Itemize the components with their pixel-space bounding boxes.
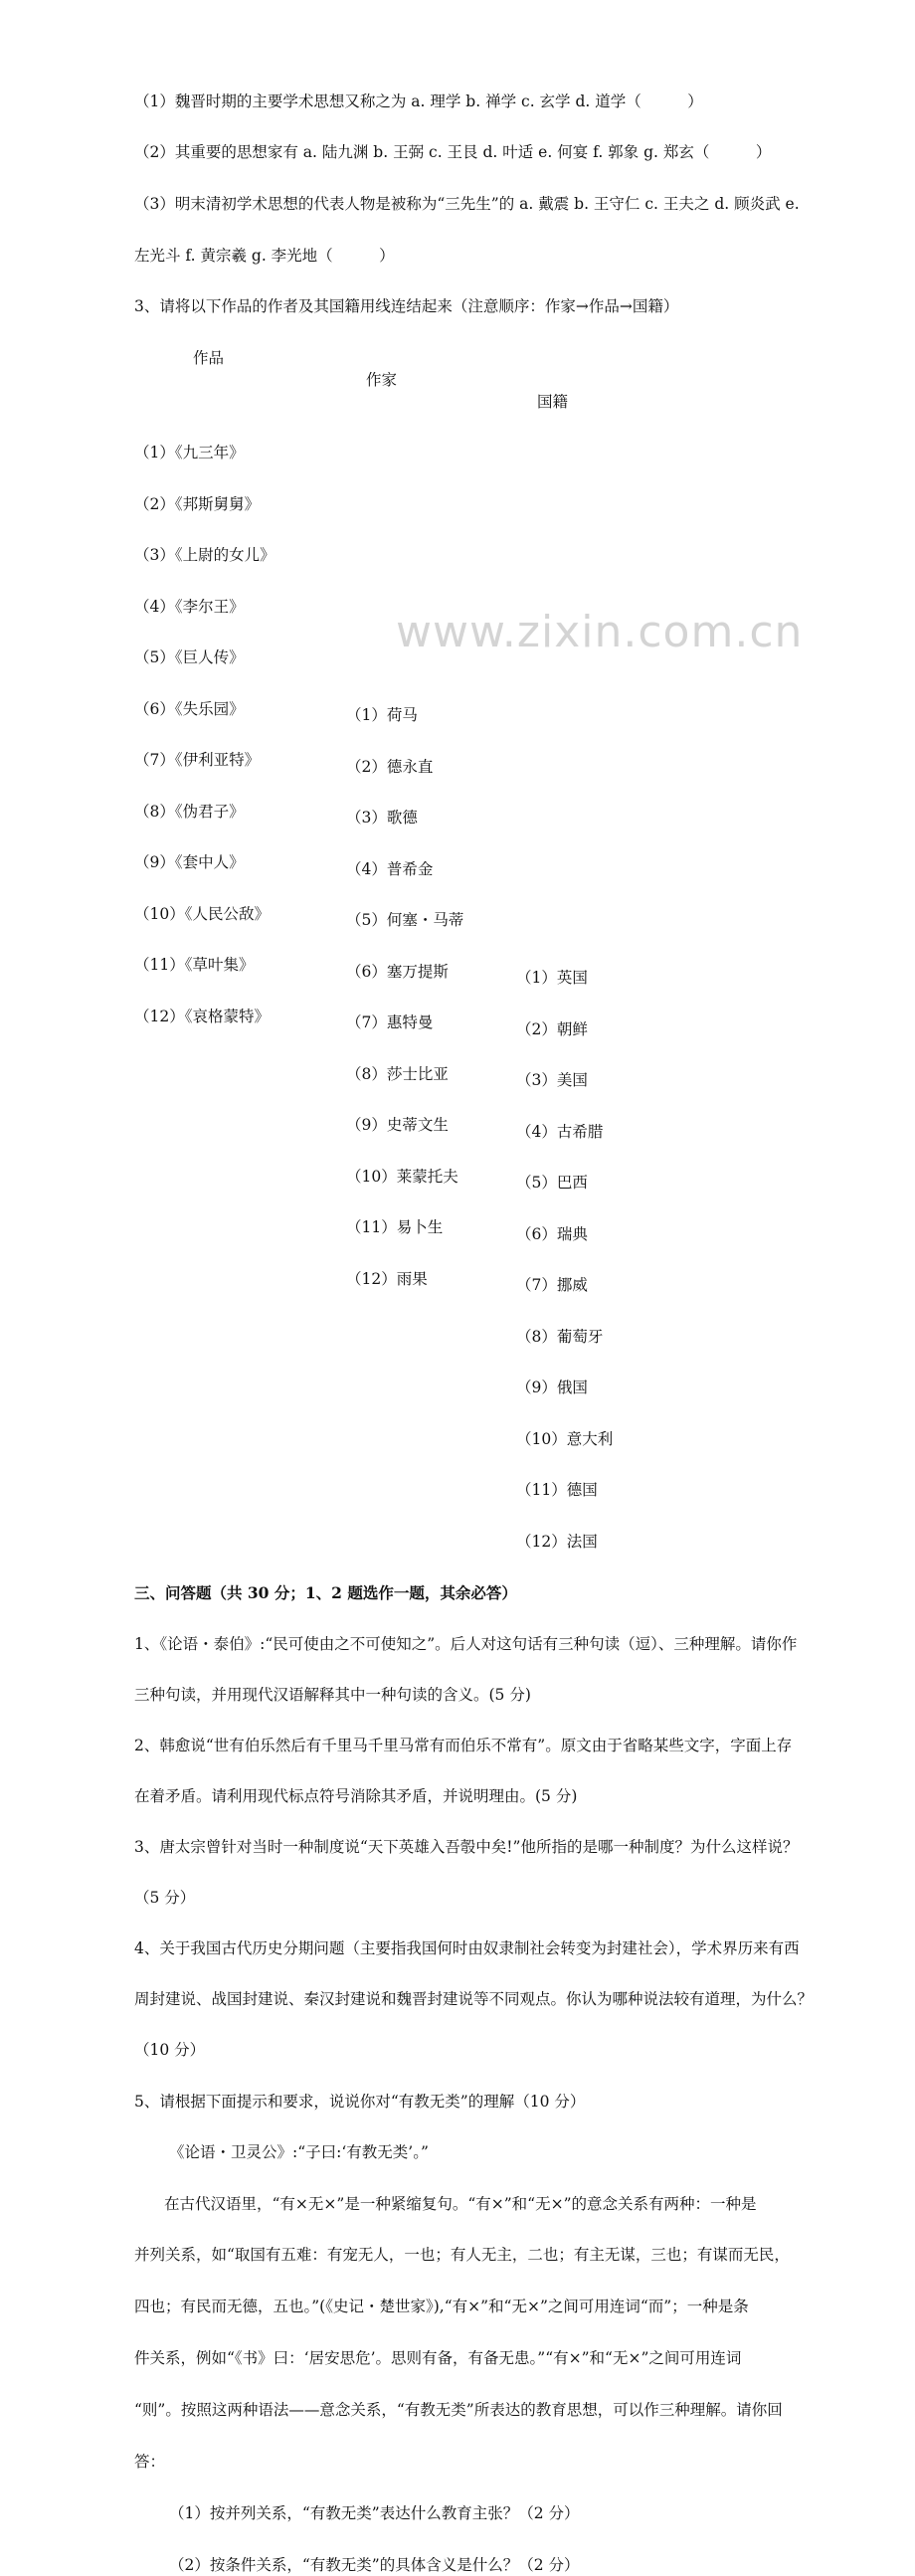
q2-line-1: 2、韩愈说“世有伯乐然后有千里马千里马常有而伯乐不常有”。原文由于省略某些文字，字面上存 bbox=[134, 1737, 793, 1754]
q5-para-5: “则”。按照这两种语法——意念关系，“有教无类”所表达的教育思想，可以作三种理解。请你回 bbox=[134, 2401, 783, 2419]
work-item: （11）《草叶集》 bbox=[134, 956, 255, 974]
work-item: （8）《伪君子》 bbox=[134, 803, 245, 821]
country-item: （10）意大利 bbox=[516, 1430, 614, 1448]
watermark: www.zixin.com.cn bbox=[396, 607, 804, 657]
country-item: （1）英国 bbox=[516, 969, 588, 987]
authors-header: 作家 bbox=[366, 371, 398, 389]
work-item: （10）《人民公敌》 bbox=[134, 905, 270, 923]
author-item: （5）何塞・马蒂 bbox=[346, 911, 464, 929]
work-item: （9）《套中人》 bbox=[134, 853, 245, 871]
q5-subq-1: （1）按并列关系，“有教无类”表达什么教育主张？（2 分） bbox=[169, 2504, 580, 2522]
work-item: （1）《九三年》 bbox=[134, 444, 245, 461]
author-item: （2）德永直 bbox=[346, 758, 434, 776]
q3-line-2: （5 分） bbox=[134, 1889, 196, 1907]
work-item: （12）《哀格蒙特》 bbox=[134, 1008, 270, 1025]
q5-para-3: 四也；有民而无德，五也。”(《史记・楚世家》),“有×”和“无×”之间可用连词“而”；一种是条 bbox=[134, 2298, 749, 2315]
q5-para-4: 件关系，例如“《书》曰：‘居安思危’。思则有备，有备无患。”“有×”和“无×”之间可用连词 bbox=[134, 2349, 742, 2367]
country-item: （2）朝鲜 bbox=[516, 1020, 588, 1038]
author-item: （1）荷马 bbox=[346, 706, 418, 724]
q5-subq-2: （2）按条件关系，“有教无类”的具体含义是什么？（2 分） bbox=[169, 2556, 580, 2574]
q4-line-2: 周封建说、战国封建说、秦汉封建说和魏晋封建说等不同观点。你认为哪种说法较有道理，为什么？ bbox=[134, 1990, 814, 2008]
works-header: 作品 bbox=[193, 349, 225, 367]
work-item: （6）《失乐园》 bbox=[134, 700, 245, 718]
q5-para-1: 在古代汉语里，“有×无×”是一种紧缩复句。“有×”和“无×”的意念关系有两种：一种是 bbox=[164, 2195, 757, 2213]
country-item: （8）葡萄牙 bbox=[516, 1328, 604, 1346]
q5-para-6: 答： bbox=[134, 2453, 166, 2471]
q2-option-3: （3）明末清初学术思想的代表人物是被称为“三先生”的 a. 戴震 b. 王守仁 c. 王夫之 d. 顾炎武 e. bbox=[134, 195, 800, 213]
q5-para-2: 并列关系，如“取国有五难：有宠无人，一也；有人无主，二也；有主无谋，三也；有谋而无民， bbox=[134, 2246, 790, 2264]
country-item: （4）古希腊 bbox=[516, 1123, 604, 1141]
author-item: （10）莱蒙托夫 bbox=[346, 1168, 458, 1186]
q5-quote: 《论语・卫灵公》:“子曰:‘有教无类’。” bbox=[169, 2143, 429, 2161]
author-item: （4）普希金 bbox=[346, 860, 434, 878]
work-item: （3）《上尉的女儿》 bbox=[134, 546, 275, 564]
country-item: （12）法国 bbox=[516, 1533, 598, 1551]
country-item: （11）德国 bbox=[516, 1481, 598, 1499]
q4-line-1: 4、关于我国古代历史分期问题（主要指我国何时由奴隶制社会转变为封建社会），学术界历来有西 bbox=[134, 1939, 800, 1957]
q5-line-1: 5、请根据下面提示和要求，说说你对“有教无类”的理解（10 分） bbox=[134, 2093, 586, 2111]
q2-line-2: 在着矛盾。请利用现代标点符号消除其矛盾，并说明理由。(5 分) bbox=[134, 1787, 578, 1805]
work-item: （7）《伊利亚特》 bbox=[134, 751, 261, 769]
q2-option-1: （1）魏晋时期的主要学术思想又称之为 a. 理学 b. 禅学 c. 玄学 d. 道学（ ） bbox=[134, 92, 703, 110]
q2-option-3-cont: 左光斗 f. 黄宗羲 g. 李光地（ ） bbox=[134, 247, 395, 265]
work-item: （5）《巨人传》 bbox=[134, 648, 245, 666]
q4-line-3: （10 分） bbox=[134, 2041, 206, 2059]
author-item: （11）易卜生 bbox=[346, 1218, 444, 1236]
author-item: （6）塞万提斯 bbox=[346, 963, 449, 981]
author-item: （12）雨果 bbox=[346, 1270, 428, 1288]
country-item: （3）美国 bbox=[516, 1071, 588, 1089]
q1-line-1: 1、《论语・泰伯》:“民可使由之不可使知之”。后人对这句话有三种句读（逗）、三种理解。请你作 bbox=[134, 1635, 798, 1653]
country-item: （6）瑞典 bbox=[516, 1225, 588, 1243]
author-item: （7）惠特曼 bbox=[346, 1013, 434, 1031]
q3-line-1: 3、唐太宗曾针对当时一种制度说“天下英雄入吾彀中矣!”他所指的是哪一种制度？为什么这样说？ bbox=[134, 1838, 799, 1856]
country-item: （9）俄国 bbox=[516, 1379, 588, 1396]
work-item: （2）《邦斯舅舅》 bbox=[134, 495, 261, 513]
author-item: （9）史蒂文生 bbox=[346, 1116, 449, 1134]
q1-line-2: 三种句读，并用现代汉语解释其中一种句读的含义。(5 分) bbox=[134, 1686, 531, 1704]
countries-header: 国籍 bbox=[537, 393, 569, 411]
author-item: （8）莎士比亚 bbox=[346, 1065, 449, 1083]
q2-option-2: （2）其重要的思想家有 a. 陆九渊 b. 王弼 c. 王艮 d. 叶适 e. 何宴 f. 郭象 g. 郑玄（ ） bbox=[134, 143, 772, 161]
work-item: （4）《李尔王》 bbox=[134, 598, 245, 616]
country-item: （5）巴西 bbox=[516, 1174, 588, 1192]
section3-heading: 三、问答题（共 30 分；1、2 题选作一题，其余必答） bbox=[134, 1583, 517, 1602]
author-item: （3）歌德 bbox=[346, 809, 418, 827]
q3-title: 3、请将以下作品的作者及其国籍用线连结起来（注意顺序：作家→作品→国籍） bbox=[134, 297, 679, 315]
country-item: （7）挪威 bbox=[516, 1276, 588, 1294]
matching-table bbox=[0, 175, 915, 1551]
